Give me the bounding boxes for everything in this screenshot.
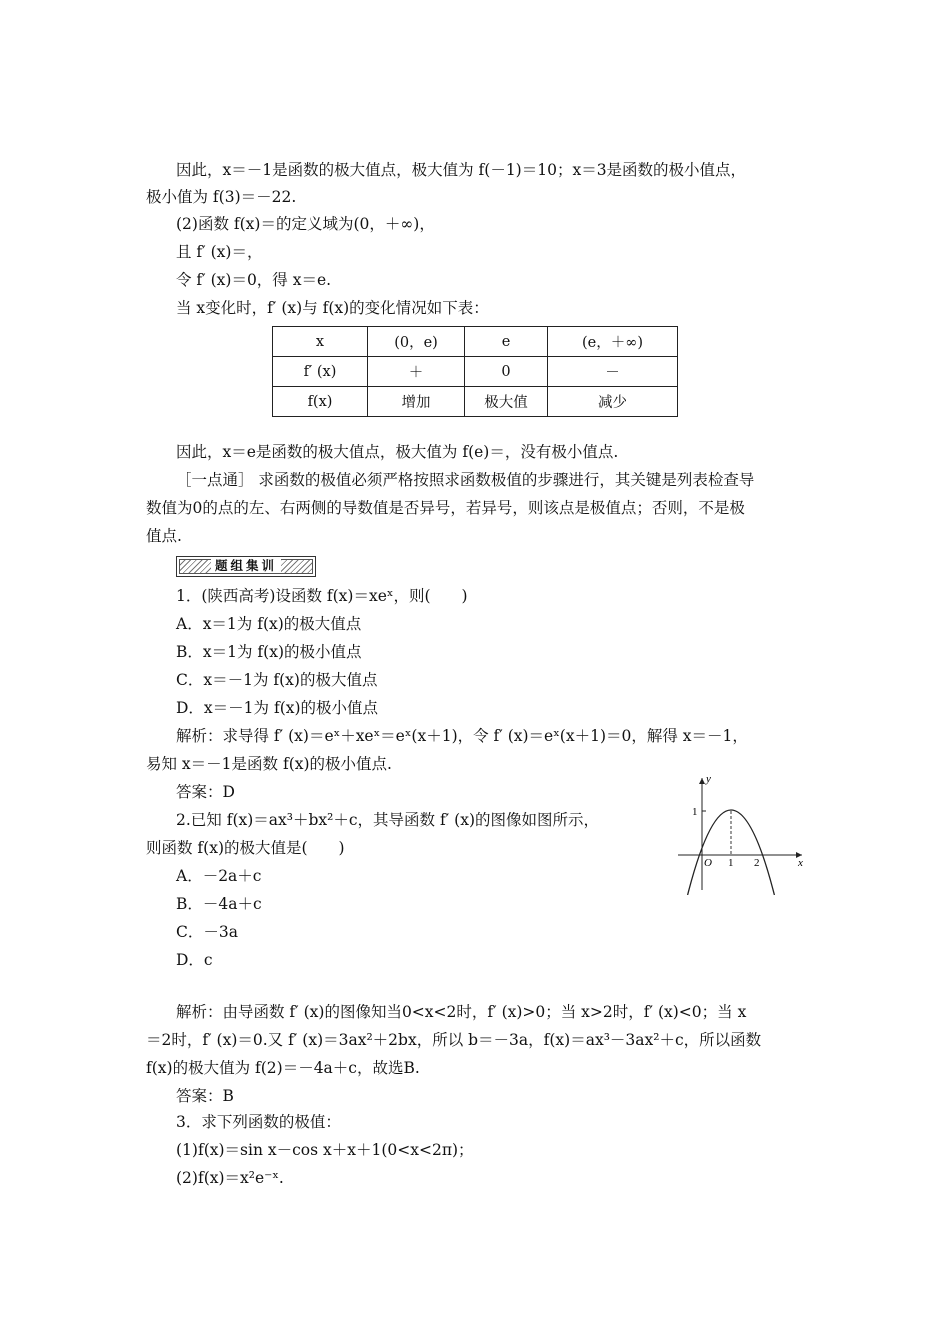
answer-line: 答案：B (176, 1087, 234, 1105)
table-row (273, 387, 678, 417)
table-cell: x (273, 327, 368, 357)
table-cell: 增加 (368, 387, 465, 417)
origin-label: O (704, 857, 712, 869)
question-stem: 3．求下列函数的极值： (176, 1113, 341, 1131)
table-cell: f′ (x) (273, 357, 368, 387)
table-row (273, 357, 678, 387)
tip-line: ［一点通］ 求函数的极值必须严格按照求函数极值的步骤进行，其关键是列表检查导 (176, 471, 755, 489)
table-cell: － (548, 357, 678, 387)
analysis-line: 解析：由导函数 f′ (x)的图像知当0<x<2时，f′ (x)>0；当 x>2时，f′ (x)<0；当 x (176, 1003, 747, 1021)
option-c: C．－3a (176, 923, 238, 941)
option-a: A．x＝1为 f(x)的极大值点 (176, 615, 362, 633)
analysis-line: 易知 x＝－1是函数 f(x)的极小值点. (146, 755, 392, 773)
option-c: C．x＝－1为 f(x)的极大值点 (176, 671, 378, 689)
derivative-graph (670, 770, 810, 895)
paragraph-line: 且 f′ (x)＝， (176, 243, 263, 261)
paragraph-line: 因此，x＝－1是函数的极大值点，极大值为 f(－1)＝10；x＝3是函数的极小值点， (176, 161, 747, 179)
conclusion-line: 因此，x＝e是函数的极大值点，极大值为 f(e)＝，没有极小值点. (176, 443, 619, 461)
question-stem: 则函数 f(x)的极大值是( ) (146, 839, 345, 857)
analysis-line: 解析：求导得 f′ (x)＝eˣ＋xeˣ＝eˣ(x＋1)，令 f′ (x)＝eˣ(x＋1)＝0，解得 x＝－1， (176, 727, 748, 745)
analysis-line: f(x)的极大值为 f(2)＝－4a＋c，故选B. (146, 1059, 420, 1077)
paragraph-line: (2)函数 f(x)＝的定义域为(0，＋∞)， (176, 215, 435, 233)
option-b: B．－4a＋c (176, 895, 262, 913)
tip-line: 数值为0的点的左、右两侧的导数值是否异号，若异号，则该点是极值点；否则，不是极 (146, 499, 745, 517)
sub-question: (2)f(x)＝x²e⁻ˣ. (176, 1169, 284, 1187)
table-cell: 0 (465, 357, 548, 387)
table-cell: e (465, 327, 548, 357)
table-cell: ＋ (368, 357, 465, 387)
table-cell: 减少 (548, 387, 678, 417)
option-d: D．c (176, 951, 213, 969)
option-d: D．x＝－1为 f(x)的极小值点 (176, 699, 379, 717)
table-cell: 极大值 (465, 387, 548, 417)
x-tick-label: 1 (728, 857, 734, 869)
x-tick-label: 2 (754, 857, 760, 869)
table-cell: (e，＋∞) (548, 327, 678, 357)
paragraph-line: 极小值为 f(3)＝－22. (146, 188, 297, 206)
x-axis-label: x (798, 857, 803, 869)
y-tick-label: 1 (692, 806, 698, 818)
paragraph-line: 当 x变化时，f′ (x)与 f(x)的变化情况如下表： (176, 299, 489, 317)
y-axis-arrow (699, 778, 705, 784)
tip-line: 值点. (146, 527, 182, 545)
option-a: A．－2a＋c (176, 867, 262, 885)
question-stem: 1．(陕西高考)设函数 f(x)＝xeˣ，则( ) (176, 587, 468, 605)
section-banner (176, 556, 316, 577)
banner-label: 题组集训 (211, 558, 281, 573)
y-axis-label: y (706, 773, 711, 785)
answer-line: 答案：D (176, 783, 235, 801)
paragraph-line: 令 f′ (x)＝0，得 x＝e. (176, 271, 332, 289)
table-cell: f(x) (273, 387, 368, 417)
question-stem: 2.已知 f(x)＝ax³＋bx²＋c，其导函数 f′ (x)的图像如图所示， (176, 811, 599, 829)
sub-question: (1)f(x)＝sin x－cos x＋x＋1(0<x<2π)； (176, 1141, 474, 1159)
analysis-line: ＝2时，f′ (x)＝0.又 f′ (x)＝3ax²＋2bx，所以 b＝－3a，f(x)＝ax³－3ax²＋c，所以函数 (146, 1031, 762, 1049)
table-cell: (0，e) (368, 327, 465, 357)
variation-table (272, 326, 678, 417)
table-row (273, 327, 678, 357)
option-b: B．x＝1为 f(x)的极小值点 (176, 643, 362, 661)
